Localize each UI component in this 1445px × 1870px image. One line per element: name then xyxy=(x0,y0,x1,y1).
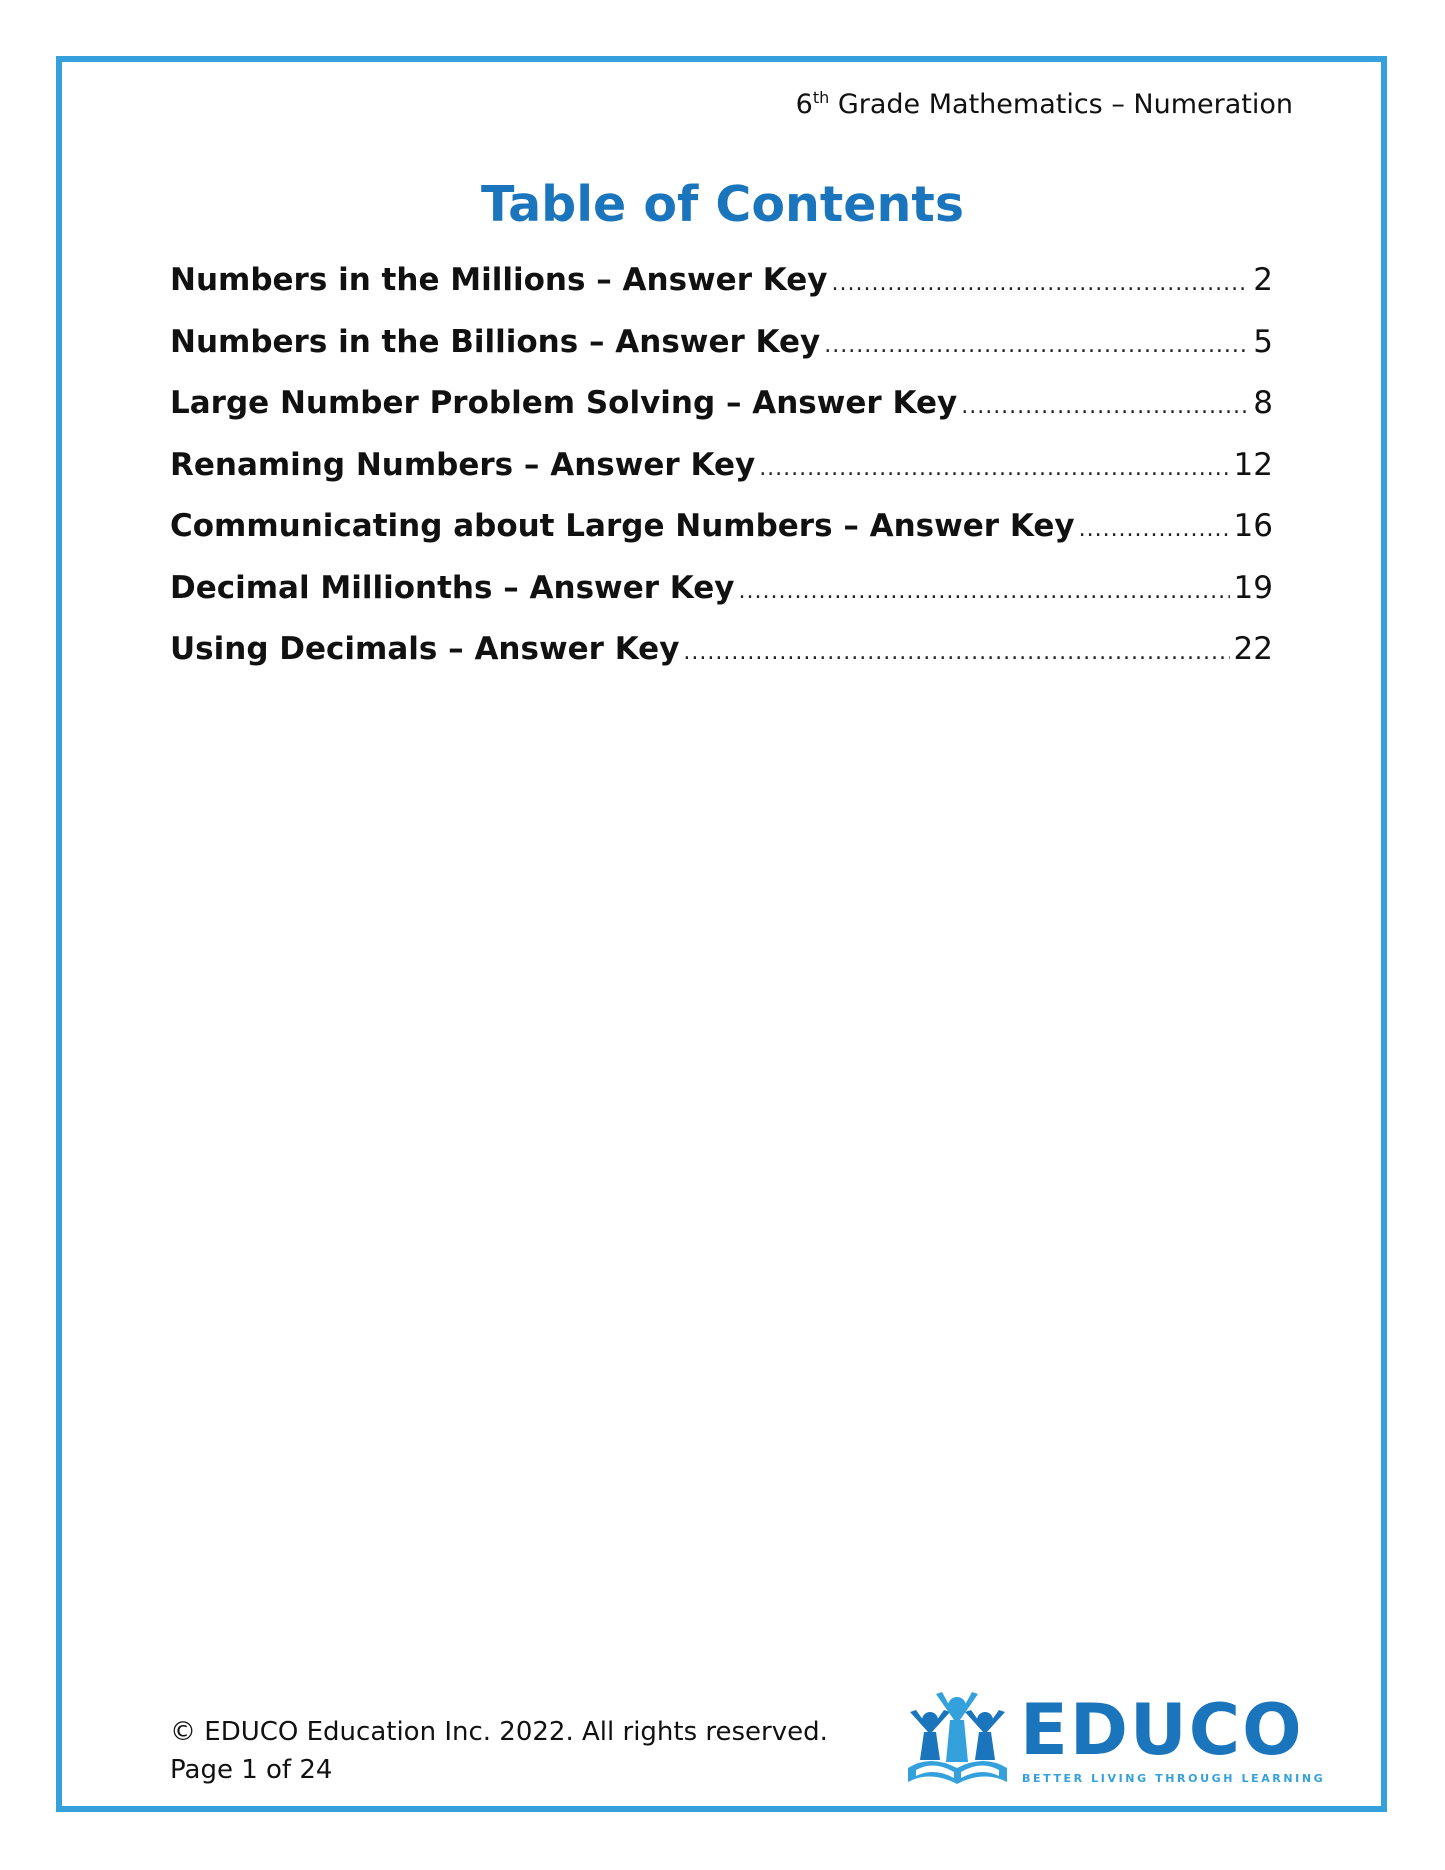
page-title: Table of Contents xyxy=(480,176,964,233)
people-book-icon xyxy=(900,1690,1015,1790)
logo-wordmark: EDUCO xyxy=(1020,1689,1304,1771)
page-footer xyxy=(170,1713,828,1789)
toc-leader-dots xyxy=(831,271,1249,296)
toc-leader-dots xyxy=(824,333,1249,358)
toc-entry-page: 12 xyxy=(1233,446,1273,483)
toc-entry-page: 5 xyxy=(1253,323,1273,360)
toc-entry-title: Communicating about Large Numbers – Answer Key xyxy=(170,508,1075,544)
toc-entry-title: Decimal Millionths – Answer Key xyxy=(170,569,735,606)
page-number: Page 1 of 24 xyxy=(170,1755,333,1785)
logo-tagline: BETTER LIVING THROUGH LEARNING xyxy=(1022,1772,1326,1785)
toc-entry-title: Large Number Problem Solving – Answer Key xyxy=(170,385,958,421)
toc-entry[interactable] xyxy=(170,324,1273,386)
toc-leader-dots xyxy=(759,456,1229,481)
toc-entry[interactable] xyxy=(170,631,1273,693)
header-grade-suffix: th xyxy=(812,88,830,107)
educo-logo xyxy=(900,1689,1326,1790)
toc-leader-dots xyxy=(683,640,1229,665)
table-of-contents xyxy=(170,262,1273,693)
toc-leader-dots xyxy=(1079,517,1230,542)
toc-entry-page: 19 xyxy=(1233,569,1273,606)
toc-entry-page: 22 xyxy=(1233,631,1273,667)
toc-entry[interactable] xyxy=(170,570,1273,632)
toc-leader-dots xyxy=(961,394,1249,419)
toc-entry-title: Using Decimals – Answer Key xyxy=(170,631,680,667)
toc-entry-title: Renaming Numbers – Answer Key xyxy=(170,446,756,483)
toc-entry[interactable] xyxy=(170,508,1273,570)
toc-entry-title: Numbers in the Millions – Answer Key xyxy=(170,262,828,298)
toc-entry-page: 8 xyxy=(1253,385,1273,421)
toc-leader-dots xyxy=(739,579,1230,604)
toc-entry[interactable] xyxy=(170,447,1273,509)
toc-entry-title: Numbers in the Billions – Answer Key xyxy=(170,323,821,360)
copyright-text: © EDUCO Education Inc. 2022. All rights reserved. xyxy=(170,1717,828,1747)
toc-entry[interactable] xyxy=(170,385,1273,447)
page-header xyxy=(796,88,1293,120)
toc-entry[interactable] xyxy=(170,262,1273,324)
toc-entry-page: 2 xyxy=(1253,262,1273,298)
toc-entry-page: 16 xyxy=(1233,508,1273,544)
header-grade-number: 6 xyxy=(795,89,813,120)
header-subject: Grade Mathematics – Numeration xyxy=(837,89,1293,120)
